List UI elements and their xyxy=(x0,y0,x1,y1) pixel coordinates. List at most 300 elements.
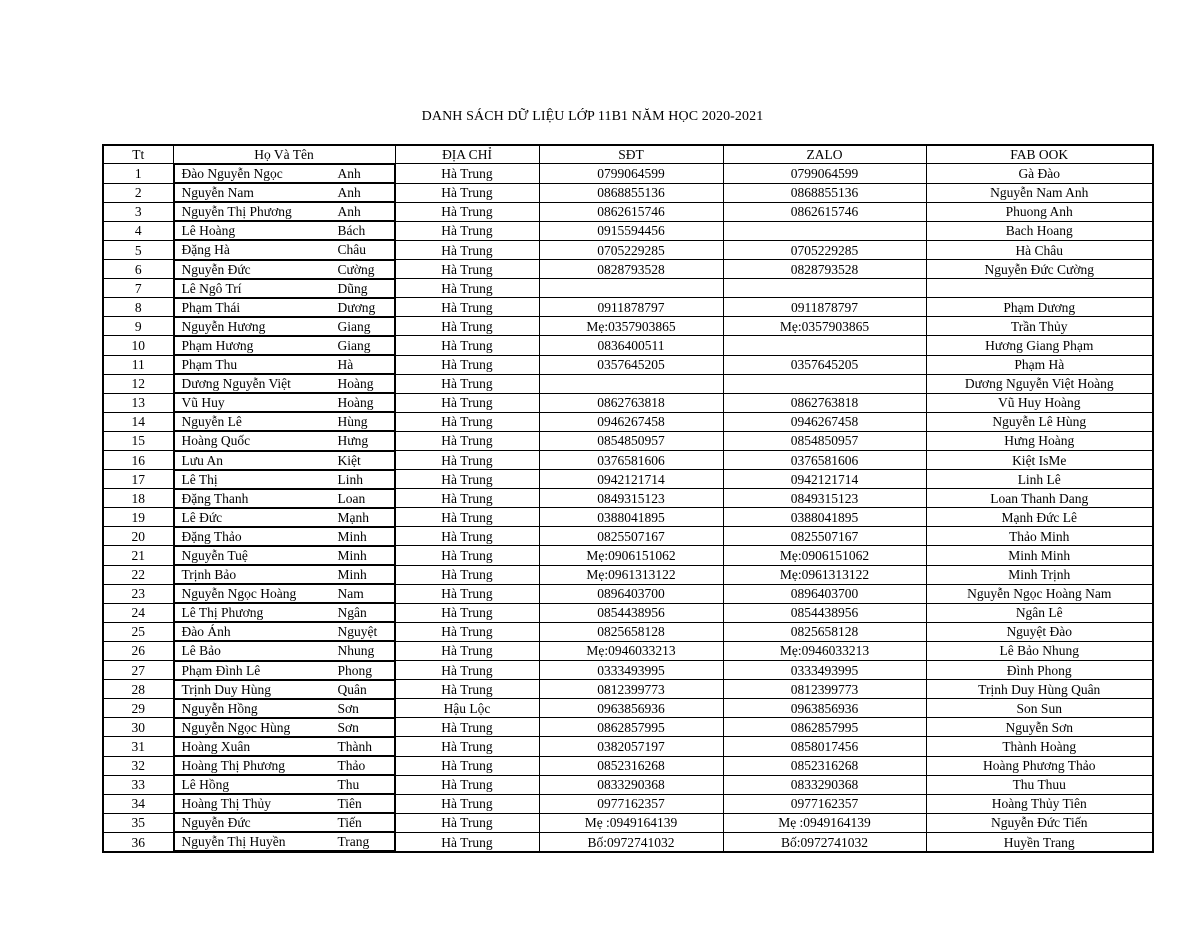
given-name: Sơn xyxy=(337,700,359,716)
cell-address: Hà Trung xyxy=(395,794,539,813)
cell-tt: 6 xyxy=(103,260,173,279)
cell-tt: 11 xyxy=(103,355,173,374)
cell-phone: 0376581606 xyxy=(539,451,723,470)
cell-tt: 23 xyxy=(103,584,173,603)
first-name: Trịnh Bảo xyxy=(181,567,237,583)
cell-facebook: Nguyễn Nam Anh xyxy=(926,183,1153,202)
cell-facebook: Bach Hoang xyxy=(926,221,1153,240)
cell-zalo: 0963856936 xyxy=(723,699,926,718)
cell-phone: 0333493995 xyxy=(539,661,723,680)
cell-facebook: Linh Lê xyxy=(926,470,1153,489)
cell-address: Hà Trung xyxy=(395,565,539,584)
cell-phone: Bố:0972741032 xyxy=(539,832,723,852)
given-name: Kiệt xyxy=(337,452,361,468)
cell-phone: 0836400511 xyxy=(539,336,723,355)
cell-facebook: Vũ Huy Hoàng xyxy=(926,393,1153,412)
cell-name xyxy=(174,221,395,240)
given-name: Nhung xyxy=(337,643,375,659)
cell-facebook: Lê Bảo Nhung xyxy=(926,641,1153,660)
cell-facebook: Hoàng Thủy Tiên xyxy=(926,794,1153,813)
first-name: Lê Hoàng xyxy=(181,223,236,239)
cell-address: Hà Trung xyxy=(395,641,539,660)
table-row xyxy=(103,584,1153,603)
cell-name xyxy=(174,584,395,603)
cell-facebook: Nguyễn Lê Hùng xyxy=(926,412,1153,431)
first-name: Lưu An xyxy=(181,452,223,468)
cell-address: Hà Trung xyxy=(395,832,539,852)
cell-facebook: Phạm Dương xyxy=(926,298,1153,317)
cell-facebook: Phuong Anh xyxy=(926,202,1153,221)
table-row xyxy=(103,355,1153,374)
cell-name xyxy=(174,794,395,813)
cell-tt: 8 xyxy=(103,298,173,317)
table-row xyxy=(103,718,1153,737)
given-name: Linh xyxy=(337,471,363,487)
cell-zalo: 0858017456 xyxy=(723,737,926,756)
given-name: Dương xyxy=(337,299,376,315)
first-name: Nguyễn Hương xyxy=(181,318,266,334)
cell-phone: 0868855136 xyxy=(539,183,723,202)
cell-phone: 0854438956 xyxy=(539,603,723,622)
given-name: Minh xyxy=(337,528,367,544)
table-row xyxy=(103,279,1153,298)
first-name: Phạm Thu xyxy=(181,357,238,373)
cell-tt: 15 xyxy=(103,431,173,450)
cell-address: Hà Trung xyxy=(395,355,539,374)
cell-zalo xyxy=(723,374,926,393)
table-row xyxy=(103,336,1153,355)
given-name: Phong xyxy=(337,662,373,678)
given-name: Sơn xyxy=(337,719,359,735)
given-name: Minh xyxy=(337,547,367,563)
cell-facebook: Hà Châu xyxy=(926,240,1153,259)
cell-name xyxy=(174,412,395,431)
given-name: Hà xyxy=(337,357,354,373)
cell-address: Hà Trung xyxy=(395,183,539,202)
cell-address: Hà Trung xyxy=(395,584,539,603)
cell-name xyxy=(174,374,395,393)
cell-name xyxy=(174,527,395,546)
table-row xyxy=(103,603,1153,622)
cell-facebook: Nguyễn Sơn xyxy=(926,718,1153,737)
cell-tt: 28 xyxy=(103,680,173,699)
given-name: Ngân xyxy=(337,605,367,621)
cell-zalo: 0852316268 xyxy=(723,756,926,775)
cell-address: Hà Trung xyxy=(395,718,539,737)
cell-name xyxy=(174,565,395,584)
cell-address: Hà Trung xyxy=(395,470,539,489)
cell-facebook: Nguyễn Đức Tiến xyxy=(926,813,1153,832)
cell-phone: 0977162357 xyxy=(539,794,723,813)
cell-phone: 0911878797 xyxy=(539,298,723,317)
cell-name xyxy=(174,603,395,622)
first-name: Hoàng Thị Thủy xyxy=(181,796,271,812)
first-name: Phạm Đình Lê xyxy=(181,662,261,678)
cell-address: Hà Trung xyxy=(395,622,539,641)
cell-phone: Mẹ:0357903865 xyxy=(539,317,723,336)
cell-facebook: Minh Minh xyxy=(926,546,1153,565)
cell-tt: 33 xyxy=(103,775,173,794)
table-row xyxy=(103,794,1153,813)
cell-phone: 0946267458 xyxy=(539,412,723,431)
cell-phone: 0942121714 xyxy=(539,470,723,489)
cell-phone: 0382057197 xyxy=(539,737,723,756)
cell-address: Hà Trung xyxy=(395,546,539,565)
cell-name xyxy=(174,317,395,336)
cell-tt: 12 xyxy=(103,374,173,393)
cell-name xyxy=(174,508,395,527)
cell-tt: 16 xyxy=(103,451,173,470)
table-row xyxy=(103,470,1153,489)
cell-tt: 24 xyxy=(103,603,173,622)
given-name: Nguyệt xyxy=(337,624,378,640)
cell-zalo: 0911878797 xyxy=(723,298,926,317)
cell-zalo: 0946267458 xyxy=(723,412,926,431)
first-name: Lê Thị xyxy=(181,471,218,487)
cell-phone: 0915594456 xyxy=(539,221,723,240)
table-row xyxy=(103,164,1153,184)
cell-facebook: Minh Trịnh xyxy=(926,565,1153,584)
cell-address: Hậu Lộc xyxy=(395,699,539,718)
cell-zalo: Mẹ:0961313122 xyxy=(723,565,926,584)
first-name: Lê Hồng xyxy=(181,777,230,793)
cell-name xyxy=(174,240,395,259)
cell-zalo: 0333493995 xyxy=(723,661,926,680)
table-row xyxy=(103,374,1153,393)
table-row xyxy=(103,680,1153,699)
first-name: Nguyễn Lê xyxy=(181,414,242,430)
cell-tt: 21 xyxy=(103,546,173,565)
cell-phone: 0854850957 xyxy=(539,431,723,450)
cell-zalo: 0862615746 xyxy=(723,202,926,221)
first-name: Lê Ngô Trí xyxy=(181,280,242,296)
cell-phone: Mẹ:0946033213 xyxy=(539,641,723,660)
cell-name xyxy=(174,298,395,317)
cell-phone: 0825507167 xyxy=(539,527,723,546)
table-row xyxy=(103,183,1153,202)
table-row xyxy=(103,393,1153,412)
cell-tt: 18 xyxy=(103,489,173,508)
cell-address: Hà Trung xyxy=(395,317,539,336)
cell-name xyxy=(174,336,395,355)
header-name: Họ Và Tên xyxy=(173,145,395,164)
table-row xyxy=(103,832,1153,852)
cell-tt: 5 xyxy=(103,240,173,259)
cell-address: Hà Trung xyxy=(395,813,539,832)
table-row xyxy=(103,565,1153,584)
cell-name xyxy=(174,699,395,718)
cell-phone: 0862615746 xyxy=(539,202,723,221)
given-name: Hoàng xyxy=(337,395,374,411)
cell-name xyxy=(174,641,395,660)
cell-phone: Mẹ :0949164139 xyxy=(539,813,723,832)
cell-address: Hà Trung xyxy=(395,202,539,221)
cell-tt: 20 xyxy=(103,527,173,546)
cell-phone: 0849315123 xyxy=(539,489,723,508)
cell-name xyxy=(174,832,395,851)
cell-address: Hà Trung xyxy=(395,680,539,699)
cell-zalo: 0868855136 xyxy=(723,183,926,202)
cell-zalo: 0828793528 xyxy=(723,260,926,279)
given-name: Thu xyxy=(337,777,360,793)
cell-zalo: 0388041895 xyxy=(723,508,926,527)
table-row xyxy=(103,661,1153,680)
table-row xyxy=(103,431,1153,450)
table-row xyxy=(103,813,1153,832)
table-row xyxy=(103,412,1153,431)
first-name: Dương Nguyễn Việt xyxy=(181,376,291,392)
cell-address: Hà Trung xyxy=(395,603,539,622)
cell-phone xyxy=(539,279,723,298)
cell-facebook: Trịnh Duy Hùng Quân xyxy=(926,680,1153,699)
cell-address: Hà Trung xyxy=(395,260,539,279)
cell-zalo: Mẹ :0949164139 xyxy=(723,813,926,832)
given-name: Anh xyxy=(337,166,361,182)
first-name: Nguyễn Đức xyxy=(181,261,251,277)
cell-facebook xyxy=(926,279,1153,298)
cell-zalo: 0942121714 xyxy=(723,470,926,489)
cell-zalo xyxy=(723,279,926,298)
cell-facebook: Thành Hoàng xyxy=(926,737,1153,756)
cell-tt: 4 xyxy=(103,221,173,240)
given-name: Giang xyxy=(337,318,371,334)
cell-name xyxy=(174,202,395,221)
first-name: Hoàng Quốc xyxy=(181,433,251,449)
cell-zalo: 0825658128 xyxy=(723,622,926,641)
cell-tt: 26 xyxy=(103,641,173,660)
first-name: Nguyễn Tuệ xyxy=(181,547,248,563)
cell-facebook: Huyền Trang xyxy=(926,832,1153,852)
cell-name xyxy=(174,355,395,374)
cell-address: Hà Trung xyxy=(395,661,539,680)
cell-address: Hà Trung xyxy=(395,775,539,794)
cell-tt: 29 xyxy=(103,699,173,718)
cell-tt: 3 xyxy=(103,202,173,221)
first-name: Nguyễn Nam xyxy=(181,185,254,201)
given-name: Trang xyxy=(337,834,370,850)
cell-zalo: 0862857995 xyxy=(723,718,926,737)
cell-phone: 0357645205 xyxy=(539,355,723,374)
cell-facebook: Trần Thủy xyxy=(926,317,1153,336)
cell-name xyxy=(174,279,395,298)
cell-tt: 25 xyxy=(103,622,173,641)
class-data-table xyxy=(102,144,1154,853)
cell-phone: 0828793528 xyxy=(539,260,723,279)
first-name: Lê Thị Phương xyxy=(181,605,264,621)
table-row xyxy=(103,775,1153,794)
header-tt: Tt xyxy=(103,145,173,164)
cell-address: Hà Trung xyxy=(395,240,539,259)
given-name: Anh xyxy=(337,185,361,201)
cell-phone: 0963856936 xyxy=(539,699,723,718)
cell-tt: 36 xyxy=(103,832,173,852)
table-row xyxy=(103,699,1153,718)
cell-facebook: Nguyệt Đào xyxy=(926,622,1153,641)
cell-tt: 17 xyxy=(103,470,173,489)
given-name: Châu xyxy=(337,242,366,258)
cell-phone xyxy=(539,374,723,393)
cell-facebook: Hương Giang Phạm xyxy=(926,336,1153,355)
table-body xyxy=(103,164,1153,853)
given-name: Loan xyxy=(337,490,366,506)
cell-address: Hà Trung xyxy=(395,164,539,184)
first-name: Vũ Huy xyxy=(181,395,225,411)
cell-facebook: Dương Nguyễn Việt Hoàng xyxy=(926,374,1153,393)
cell-zalo: 0854438956 xyxy=(723,603,926,622)
cell-name xyxy=(174,813,395,832)
header-zalo: ZALO xyxy=(723,145,926,164)
table-row xyxy=(103,260,1153,279)
cell-tt: 31 xyxy=(103,737,173,756)
first-name: Nguyễn Thị Phương xyxy=(181,204,292,220)
cell-address: Hà Trung xyxy=(395,374,539,393)
cell-zalo: Mẹ:0357903865 xyxy=(723,317,926,336)
cell-name xyxy=(174,546,395,565)
cell-name xyxy=(174,470,395,489)
cell-facebook: Thảo Minh xyxy=(926,527,1153,546)
cell-facebook: Thu Thuu xyxy=(926,775,1153,794)
cell-name xyxy=(174,775,395,794)
given-name: Minh xyxy=(337,567,367,583)
cell-zalo: 0833290368 xyxy=(723,775,926,794)
cell-zalo: 0825507167 xyxy=(723,527,926,546)
cell-zalo xyxy=(723,336,926,355)
cell-facebook: Son Sun xyxy=(926,699,1153,718)
cell-phone: Mẹ:0906151062 xyxy=(539,546,723,565)
cell-phone: 0799064599 xyxy=(539,164,723,184)
cell-tt: 35 xyxy=(103,813,173,832)
given-name: Tiến xyxy=(337,815,362,831)
cell-facebook: Phạm Hà xyxy=(926,355,1153,374)
cell-tt: 10 xyxy=(103,336,173,355)
cell-phone: 0705229285 xyxy=(539,240,723,259)
table-row xyxy=(103,546,1153,565)
given-name: Bách xyxy=(337,223,366,239)
cell-name xyxy=(174,680,395,699)
cell-tt: 14 xyxy=(103,412,173,431)
first-name: Hoàng Xuân xyxy=(181,738,251,754)
cell-zalo xyxy=(723,221,926,240)
cell-name xyxy=(174,718,395,737)
cell-zalo: 0705229285 xyxy=(723,240,926,259)
first-name: Đặng Thanh xyxy=(181,490,249,506)
cell-address: Hà Trung xyxy=(395,279,539,298)
cell-tt: 1 xyxy=(103,164,173,184)
cell-phone: Mẹ:0961313122 xyxy=(539,565,723,584)
cell-zalo: 0357645205 xyxy=(723,355,926,374)
given-name: Thành xyxy=(337,738,372,754)
cell-name xyxy=(174,431,395,450)
first-name: Đặng Thảo xyxy=(181,528,242,544)
header-phone: SĐT xyxy=(539,145,723,164)
cell-tt: 2 xyxy=(103,183,173,202)
first-name: Lê Bảo xyxy=(181,643,221,659)
cell-name xyxy=(174,622,395,641)
first-name: Lê Đức xyxy=(181,509,223,525)
cell-facebook: Đình Phong xyxy=(926,661,1153,680)
cell-tt: 9 xyxy=(103,317,173,336)
table-row xyxy=(103,221,1153,240)
cell-tt: 32 xyxy=(103,756,173,775)
given-name: Anh xyxy=(337,204,361,220)
cell-tt: 27 xyxy=(103,661,173,680)
first-name: Trịnh Duy Hùng xyxy=(181,681,272,697)
cell-name xyxy=(174,737,395,756)
cell-phone: 0862857995 xyxy=(539,718,723,737)
header-facebook: FAB OOK xyxy=(926,145,1153,164)
cell-tt: 22 xyxy=(103,565,173,584)
first-name: Nguyễn Đức xyxy=(181,815,251,831)
cell-address: Hà Trung xyxy=(395,489,539,508)
cell-facebook: Kiệt IsMe xyxy=(926,451,1153,470)
table-row xyxy=(103,240,1153,259)
cell-address: Hà Trung xyxy=(395,298,539,317)
cell-tt: 7 xyxy=(103,279,173,298)
cell-zalo: 0799064599 xyxy=(723,164,926,184)
table-row xyxy=(103,737,1153,756)
given-name: Tiên xyxy=(337,796,362,812)
table-row xyxy=(103,508,1153,527)
given-name: Mạnh xyxy=(337,509,369,525)
table-row xyxy=(103,202,1153,221)
cell-facebook: Ngân Lê xyxy=(926,603,1153,622)
first-name: Đào Ánh xyxy=(181,624,231,640)
first-name: Nguyễn Ngọc Hoàng xyxy=(181,586,297,602)
cell-tt: 13 xyxy=(103,393,173,412)
cell-facebook: Hưng Hoàng xyxy=(926,431,1153,450)
cell-zalo: 0812399773 xyxy=(723,680,926,699)
given-name: Thảo xyxy=(337,758,366,773)
first-name: Đào Nguyễn Ngọc xyxy=(181,166,283,182)
page-title: DANH SÁCH DỮ LIỆU LỚP 11B1 NĂM HỌC 2020-2021 xyxy=(421,109,764,124)
cell-facebook: Mạnh Đức Lê xyxy=(926,508,1153,527)
first-name: Đặng Hà xyxy=(181,242,230,258)
cell-name xyxy=(174,164,395,183)
given-name: Hưng xyxy=(337,433,369,449)
cell-name xyxy=(174,393,395,412)
table-row xyxy=(103,317,1153,336)
first-name: Nguyễn Hồng xyxy=(181,700,258,716)
given-name: Cường xyxy=(337,261,375,277)
cell-tt: 30 xyxy=(103,718,173,737)
cell-address: Hà Trung xyxy=(395,412,539,431)
cell-address: Hà Trung xyxy=(395,527,539,546)
cell-address: Hà Trung xyxy=(395,336,539,355)
given-name: Quân xyxy=(337,681,367,697)
cell-zalo: 0849315123 xyxy=(723,489,926,508)
table-row xyxy=(103,622,1153,641)
given-name: Giang xyxy=(337,337,371,353)
cell-zalo: Mẹ:0946033213 xyxy=(723,641,926,660)
cell-name xyxy=(174,451,395,470)
cell-name xyxy=(174,661,395,680)
cell-zalo: 0977162357 xyxy=(723,794,926,813)
given-name: Hùng xyxy=(337,414,368,430)
cell-address: Hà Trung xyxy=(395,508,539,527)
cell-phone: 0896403700 xyxy=(539,584,723,603)
cell-zalo: 0896403700 xyxy=(723,584,926,603)
table-header-row xyxy=(103,145,1153,164)
table-row xyxy=(103,527,1153,546)
cell-name xyxy=(174,183,395,202)
cell-zalo: 0862763818 xyxy=(723,393,926,412)
cell-tt: 34 xyxy=(103,794,173,813)
cell-facebook: Nguyễn Đức Cường xyxy=(926,260,1153,279)
cell-address: Hà Trung xyxy=(395,756,539,775)
cell-phone: 0812399773 xyxy=(539,680,723,699)
cell-facebook: Loan Thanh Dang xyxy=(926,489,1153,508)
header-address: ĐỊA CHỈ xyxy=(395,145,539,164)
